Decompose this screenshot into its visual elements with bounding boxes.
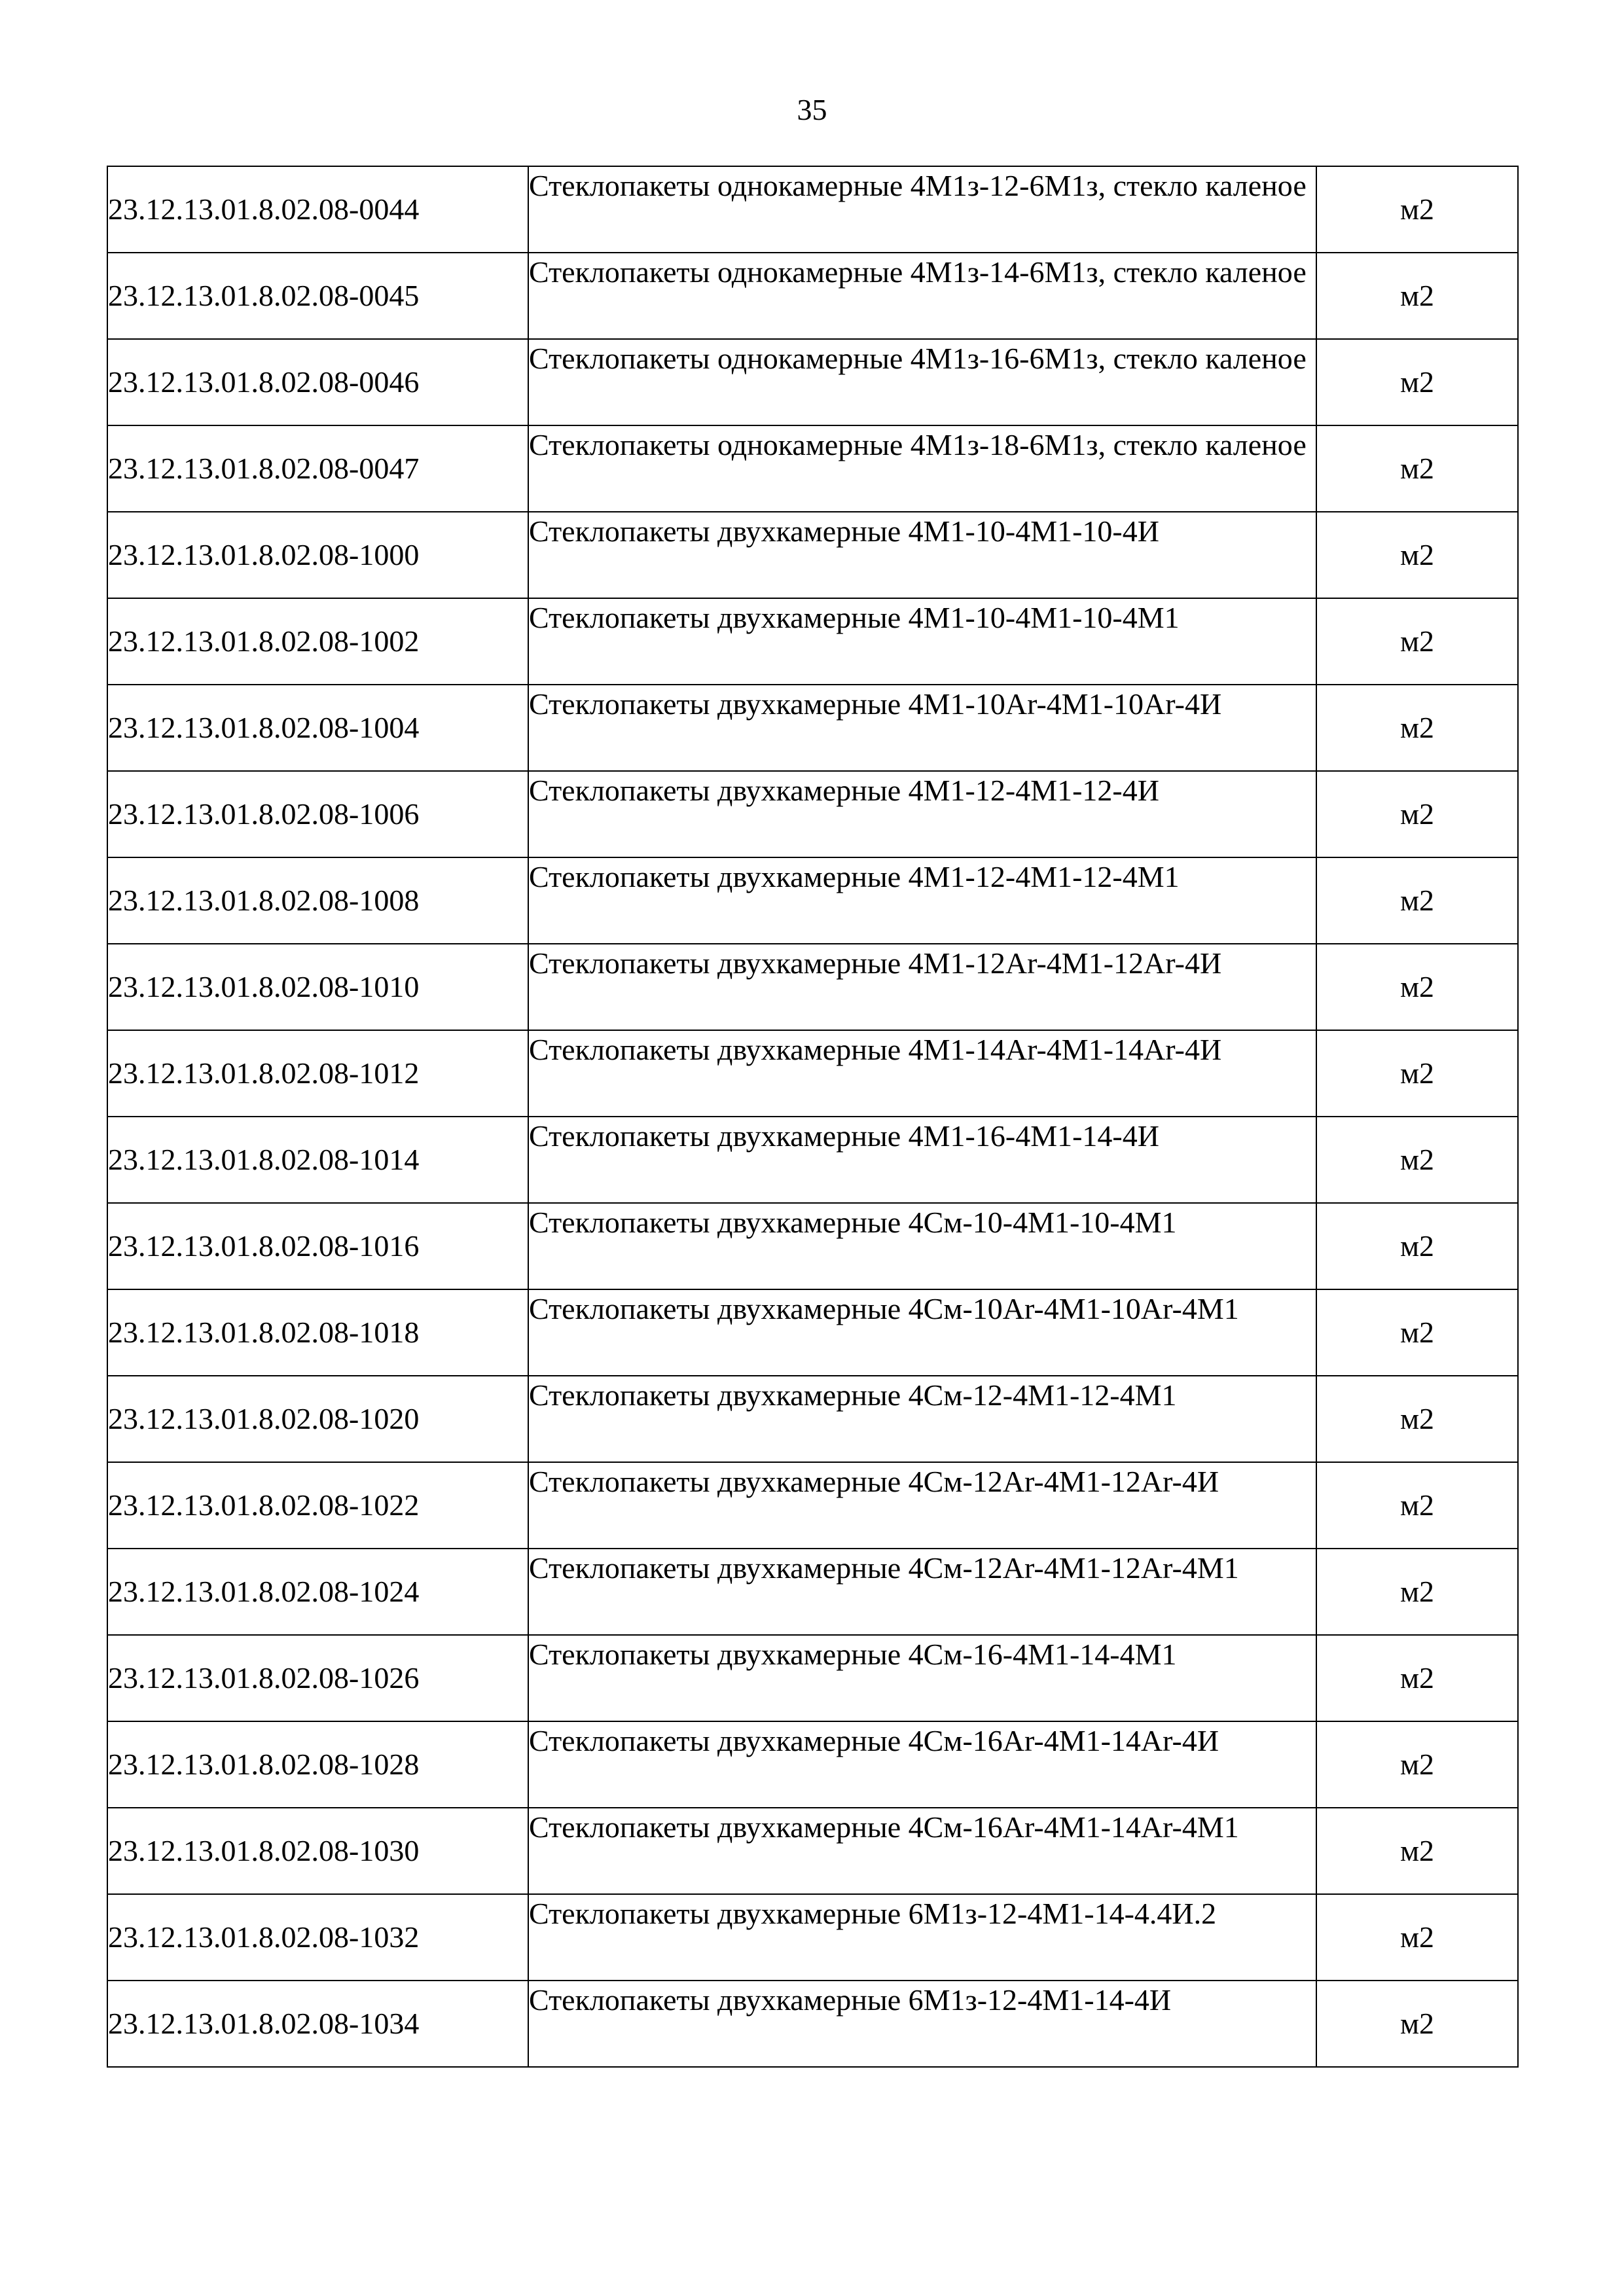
resource-name-cell: Стеклопакеты двухкамерные 4См-12Ar-4М1-12Ar-4М1 bbox=[528, 1549, 1316, 1635]
unit-cell: м2 bbox=[1316, 1462, 1518, 1549]
table-row bbox=[107, 771, 1518, 857]
resource-code-cell: 23.12.13.01.8.02.08-1012 bbox=[107, 1030, 528, 1117]
table-row bbox=[107, 1808, 1518, 1894]
resource-code-cell: 23.12.13.01.8.02.08-1016 bbox=[107, 1203, 528, 1289]
resource-name-cell: Стеклопакеты двухкамерные 4См-16Ar-4М1-14Ar-4М1 bbox=[528, 1808, 1316, 1894]
table-row bbox=[107, 1376, 1518, 1462]
resource-code-cell: 23.12.13.01.8.02.08-1010 bbox=[107, 944, 528, 1030]
resource-code-cell: 23.12.13.01.8.02.08-1018 bbox=[107, 1289, 528, 1376]
resource-name-cell: Стеклопакеты двухкамерные 4М1-12-4М1-12-4И bbox=[528, 771, 1316, 857]
unit-cell: м2 bbox=[1316, 857, 1518, 944]
resource-code-cell: 23.12.13.01.8.02.08-1024 bbox=[107, 1549, 528, 1635]
unit-cell: м2 bbox=[1316, 1894, 1518, 1981]
unit-cell: м2 bbox=[1316, 1117, 1518, 1203]
table-row bbox=[107, 1030, 1518, 1117]
unit-cell: м2 bbox=[1316, 1289, 1518, 1376]
resource-code-cell: 23.12.13.01.8.02.08-1034 bbox=[107, 1981, 528, 2067]
resource-code-cell: 23.12.13.01.8.02.08-1028 bbox=[107, 1721, 528, 1808]
table-row bbox=[107, 425, 1518, 512]
unit-cell: м2 bbox=[1316, 944, 1518, 1030]
resource-code-cell: 23.12.13.01.8.02.08-1002 bbox=[107, 598, 528, 685]
table-row bbox=[107, 1289, 1518, 1376]
resource-name-cell: Стеклопакеты двухкамерные 4См-10-4М1-10-4М1 bbox=[528, 1203, 1316, 1289]
resource-code-cell: 23.12.13.01.8.02.08-0044 bbox=[107, 166, 528, 253]
resource-code-cell: 23.12.13.01.8.02.08-1022 bbox=[107, 1462, 528, 1549]
resource-code-cell: 23.12.13.01.8.02.08-1008 bbox=[107, 857, 528, 944]
unit-cell: м2 bbox=[1316, 771, 1518, 857]
unit-cell: м2 bbox=[1316, 1376, 1518, 1462]
resource-code-cell: 23.12.13.01.8.02.08-1020 bbox=[107, 1376, 528, 1462]
resource-name-cell: Стеклопакеты двухкамерные 4М1-10-4М1-10-4И bbox=[528, 512, 1316, 598]
resource-name-cell: Стеклопакеты двухкамерные 4М1-16-4М1-14-4И bbox=[528, 1117, 1316, 1203]
resource-name-cell: Стеклопакеты двухкамерные 4М1-10-4М1-10-4М1 bbox=[528, 598, 1316, 685]
resource-code-cell: 23.12.13.01.8.02.08-1004 bbox=[107, 685, 528, 771]
resource-code-cell: 23.12.13.01.8.02.08-1014 bbox=[107, 1117, 528, 1203]
unit-cell: м2 bbox=[1316, 253, 1518, 339]
resource-name-cell: Стеклопакеты однокамерные 4М1з-12-6М1з, стекло каленое bbox=[528, 166, 1316, 253]
resource-code-cell: 23.12.13.01.8.02.08-1000 bbox=[107, 512, 528, 598]
resource-name-cell: Стеклопакеты двухкамерные 4М1-14Ar-4М1-14Ar-4И bbox=[528, 1030, 1316, 1117]
table-row bbox=[107, 857, 1518, 944]
table-row bbox=[107, 598, 1518, 685]
unit-cell: м2 bbox=[1316, 1203, 1518, 1289]
resource-name-cell: Стеклопакеты двухкамерные 4См-16-4М1-14-4М1 bbox=[528, 1635, 1316, 1721]
table-row bbox=[107, 166, 1518, 253]
table-row bbox=[107, 1894, 1518, 1981]
unit-cell: м2 bbox=[1316, 1981, 1518, 2067]
table-row bbox=[107, 1117, 1518, 1203]
table-row bbox=[107, 1549, 1518, 1635]
resource-name-cell: Стеклопакеты двухкамерные 4М1-10Ar-4М1-10Ar-4И bbox=[528, 685, 1316, 771]
resource-name-cell: Стеклопакеты двухкамерные 4М1-12Ar-4М1-12Ar-4И bbox=[528, 944, 1316, 1030]
unit-cell: м2 bbox=[1316, 425, 1518, 512]
unit-cell: м2 bbox=[1316, 1549, 1518, 1635]
unit-cell: м2 bbox=[1316, 1030, 1518, 1117]
resource-name-cell: Стеклопакеты однокамерные 4М1з-18-6М1з, стекло каленое bbox=[528, 425, 1316, 512]
page-number: 35 bbox=[797, 93, 827, 126]
table-row bbox=[107, 1203, 1518, 1289]
table-row bbox=[107, 253, 1518, 339]
resource-code-cell: 23.12.13.01.8.02.08-0046 bbox=[107, 339, 528, 425]
unit-cell: м2 bbox=[1316, 598, 1518, 685]
resource-name-cell: Стеклопакеты двухкамерные 4М1-12-4М1-12-4М1 bbox=[528, 857, 1316, 944]
resource-name-cell: Стеклопакеты двухкамерные 6М1з-12-4М1-14-4И bbox=[528, 1981, 1316, 2067]
resource-code-cell: 23.12.13.01.8.02.08-1032 bbox=[107, 1894, 528, 1981]
resource-code-cell: 23.12.13.01.8.02.08-1030 bbox=[107, 1808, 528, 1894]
resource-name-cell: Стеклопакеты двухкамерные 4См-12Ar-4М1-12Ar-4И bbox=[528, 1462, 1316, 1549]
resource-name-cell: Стеклопакеты двухкамерные 4См-12-4М1-12-4М1 bbox=[528, 1376, 1316, 1462]
table-row bbox=[107, 1721, 1518, 1808]
resource-name-cell: Стеклопакеты двухкамерные 4См-16Ar-4М1-14Ar-4И bbox=[528, 1721, 1316, 1808]
resource-name-cell: Стеклопакеты двухкамерные 4См-10Ar-4М1-10Ar-4М1 bbox=[528, 1289, 1316, 1376]
table-row bbox=[107, 1462, 1518, 1549]
table-row bbox=[107, 512, 1518, 598]
unit-cell: м2 bbox=[1316, 339, 1518, 425]
unit-cell: м2 bbox=[1316, 1635, 1518, 1721]
resource-name-cell: Стеклопакеты однокамерные 4М1з-14-6М1з, стекло каленое bbox=[528, 253, 1316, 339]
table-row bbox=[107, 944, 1518, 1030]
resource-code-cell: 23.12.13.01.8.02.08-0047 bbox=[107, 425, 528, 512]
unit-cell: м2 bbox=[1316, 1721, 1518, 1808]
resource-code-cell: 23.12.13.01.8.02.08-1026 bbox=[107, 1635, 528, 1721]
unit-cell: м2 bbox=[1316, 685, 1518, 771]
resource-name-cell: Стеклопакеты однокамерные 4М1з-16-6М1з, стекло каленое bbox=[528, 339, 1316, 425]
resource-code-cell: 23.12.13.01.8.02.08-0045 bbox=[107, 253, 528, 339]
unit-cell: м2 bbox=[1316, 512, 1518, 598]
table-row bbox=[107, 685, 1518, 771]
table-row bbox=[107, 339, 1518, 425]
table-body bbox=[107, 166, 1518, 2067]
resource-name-cell: Стеклопакеты двухкамерные 6М1з-12-4М1-14-4.4И.2 bbox=[528, 1894, 1316, 1981]
unit-cell: м2 bbox=[1316, 166, 1518, 253]
table-row bbox=[107, 1635, 1518, 1721]
resource-table bbox=[107, 166, 1519, 2068]
resource-code-cell: 23.12.13.01.8.02.08-1006 bbox=[107, 771, 528, 857]
unit-cell: м2 bbox=[1316, 1808, 1518, 1894]
table-row bbox=[107, 1981, 1518, 2067]
